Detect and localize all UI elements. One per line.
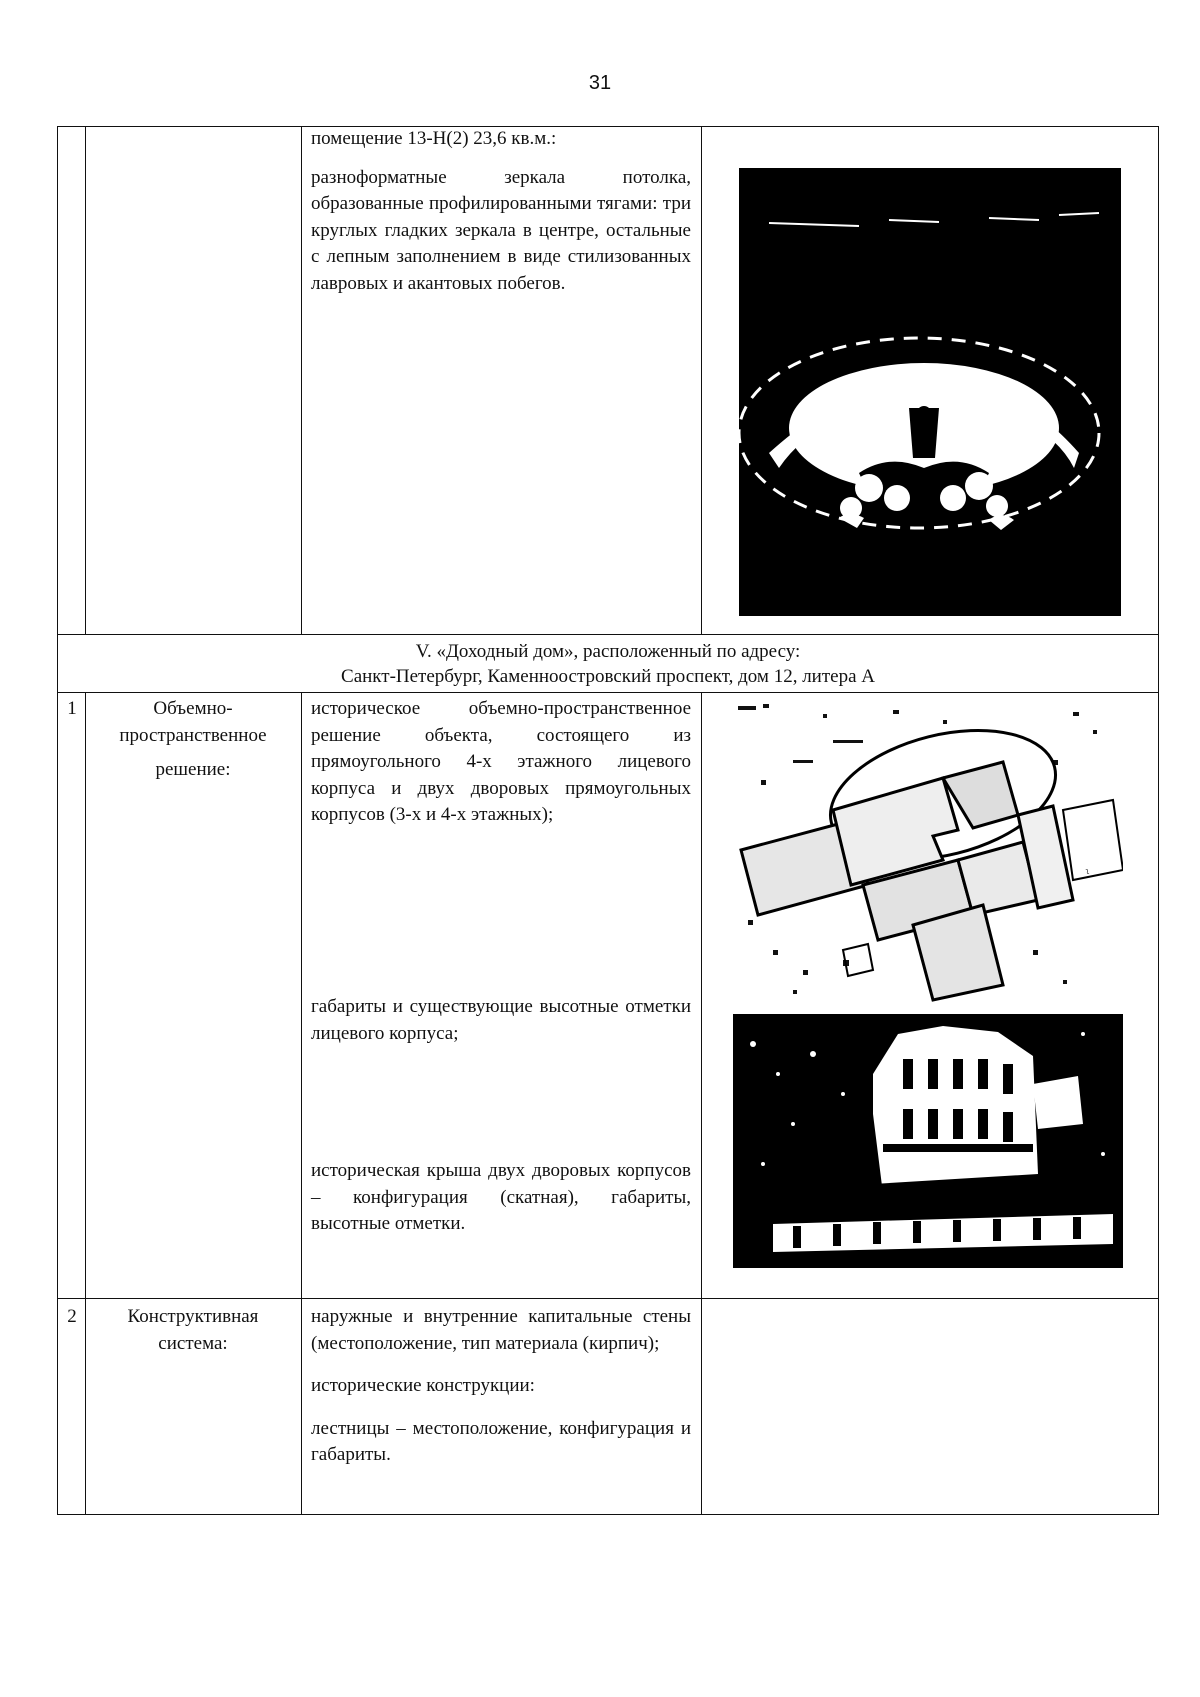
row-divider [57,634,1159,635]
page-number: 31 [588,72,612,94]
column-divider [701,126,702,634]
row-1-name-line: пространственное [119,724,267,746]
section-address: Санкт-Петербург, Каменноостровский проспект, дом 12, литера А [341,666,875,687]
row-1-name [87,696,299,784]
continued-row-text [311,126,691,311]
section-divider [57,692,1159,693]
column-divider [301,692,302,1514]
ceiling-description: разноформатные зеркала потолка, образованные профилированными тягами: три круглых гладких зеркала в центре, остальные с лепным заполнением в виде стилизованных лавровых и акантовых побегов. [311,166,691,294]
column-divider [701,692,702,1514]
ceiling-chandelier-photo [739,168,1121,616]
section-heading [57,639,1159,689]
site-plan-map [733,700,1123,1006]
column-divider [85,126,86,634]
row-2-number: 2 [67,1306,77,1327]
row-1-name-line: Объемно- [153,698,233,719]
row-1-name-line: решение: [155,759,231,780]
table-bottom-border [57,1514,1159,1515]
row-2-name-line: система: [158,1332,228,1354]
row-1-paragraph-1: историческое объемно-пространственное решение объекта, состоящего из прямоугольного 4-х этажного лицевого корпуса и двух дворовых прямоугольных корпусов (3-х и 4-х этажных); [311,698,691,825]
row-1-paragraph-2: габариты и существующие высотные отметки лицевого корпуса; [311,996,691,1044]
table-right-border [1158,126,1159,1515]
row-2-name [87,1304,299,1357]
svg-text:~: ~ [1080,866,1094,877]
row-2-paragraph-2: исторические конструкции: [311,1375,535,1396]
room-heading: помещение 13-Н(2) 23,6 кв.м.: [311,128,557,149]
table-left-border [57,126,58,1515]
row-1-paragraph-3: историческая крыша двух дворовых корпусов – конфигурация (скатная), габариты, высотные отметки. [311,1160,691,1234]
row-2-text [311,1304,691,1483]
building-facade-photo [733,1014,1123,1268]
column-divider [301,126,302,634]
row-2-paragraph-1: наружные и внутренние капитальные стены (местоположение, тип материала (кирпич); [311,1306,691,1354]
column-divider [85,692,86,1514]
row-divider [57,1298,1159,1299]
row-2-name-line: Конструктивная [127,1306,259,1327]
row-2-paragraph-3: лестницы – местоположение, конфигурация и габариты. [311,1417,691,1465]
heritage-table [57,126,1159,1516]
row-1-number: 1 [67,698,77,719]
section-title: V. «Доходный дом», расположенный по адресу: [415,641,801,662]
